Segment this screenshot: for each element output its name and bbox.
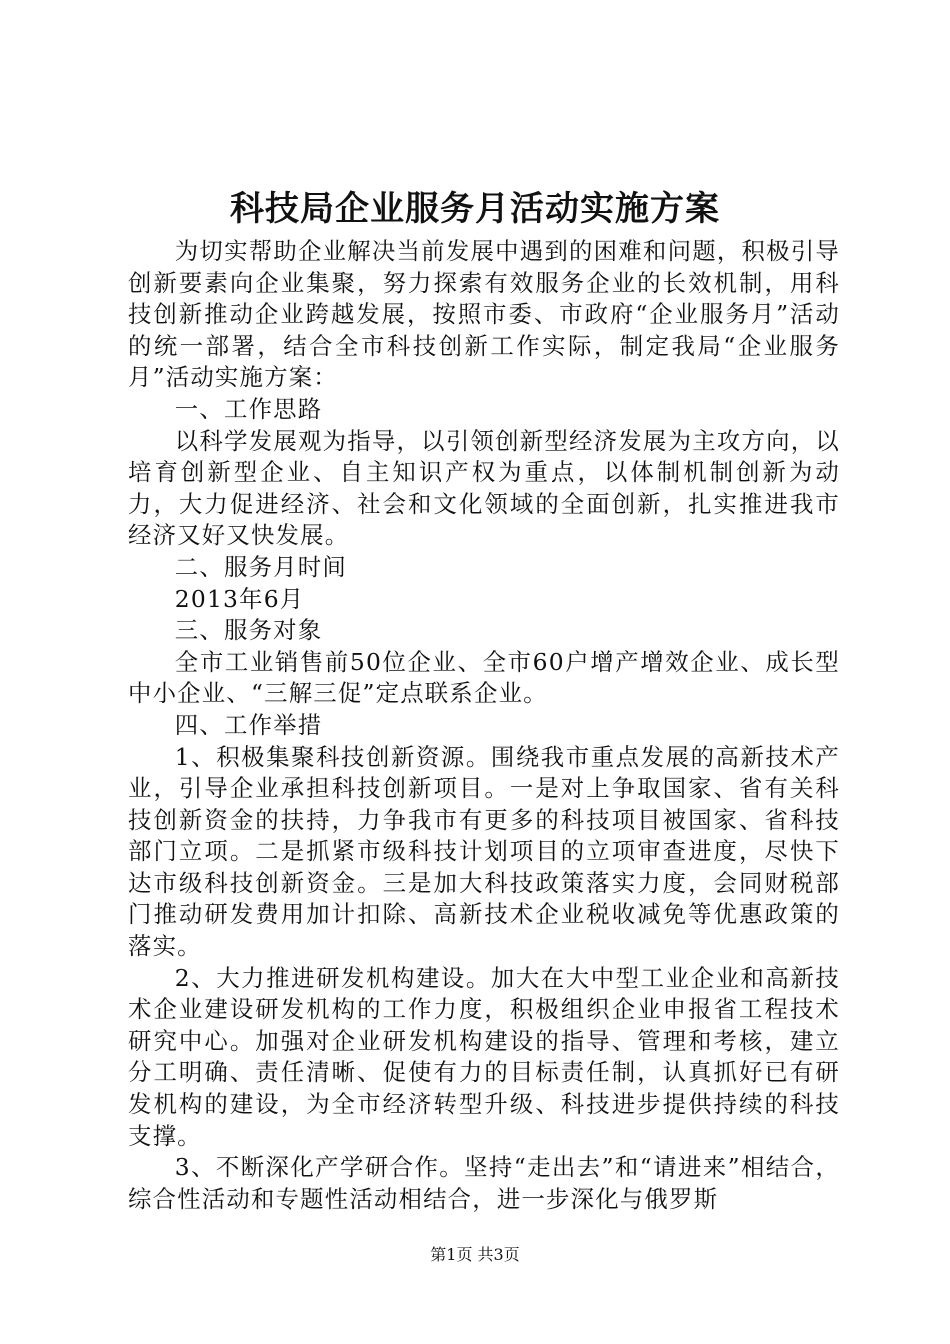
paragraph-intro: 为切实帮助企业解决当前发展中遇到的困难和问题，积极引导创新要素向企业集聚，努力探索有效服务企业的长效机制，用科技创新推动企业跨越发展，按照市委、市政府“企业服务月”活动的统一部署，结合全市科技创新工作实际，制定我局“企业服务月”活动实施方案：	[128, 237, 840, 392]
paragraph-service-month-time: 2013年6月	[174, 584, 305, 613]
section-heading-3: 三、服务对象	[174, 616, 323, 645]
section-heading-2: 二、服务月时间	[174, 552, 347, 581]
page-number-footer: 第1页 共3页	[430, 1245, 520, 1264]
paragraph-service-targets: 全市工业销售前50位企业、全市60户增产增效企业、成长型中小企业、“三解三促”定点联系企业。	[128, 647, 840, 708]
paragraph-work-approach: 以科学发展观为指导，以引领创新型经济发展为主攻方向，以培育创新型企业、自主知识产权为重点，以体制机制创新为动力，大力促进经济、社会和文化领域的全面创新，扎实推进我市经济又好又快发展。	[128, 426, 840, 550]
section-heading-1: 一、工作思路	[174, 394, 323, 423]
paragraph-measure-1: 1、积极集聚科技创新资源。围绕我市重点发展的高新技术产业，引导企业承担科技创新项目。一是对上争取国家、省有关科技创新资金的扶持，力争我市有更多的科技项目被国家、省科技部门立项。二是抓紧市级科技计划项目的立项审查进度，尽快下达市级科技创新资金。三是加大科技政策落实力度，会同财税部门推动研发费用加计扣除、高新技术企业税收减免等优惠政策的落实。	[128, 742, 840, 961]
section-heading-4: 四、工作举措	[174, 710, 323, 739]
paragraph-measure-2: 2、大力推进研发机构建设。加大在大中型工业企业和高新技术企业建设研发机构的工作力度，积极组织企业申报省工程技术研究中心。加强对企业研发机构建设的指导、管理和考核，建立分工明确、责任清晰、促使有力的目标责任制，认真抓好已有研发机构的建设，为全市经济转型升级、科技进步提供持续的科技支撑。	[128, 963, 840, 1150]
document-title: 科技局企业服务月活动实施方案	[230, 189, 720, 229]
document-body	[128, 236, 840, 1215]
paragraph-measure-3: 3、不断深化产学研合作。坚持“走出去”和“请进来”相结合，综合性活动和专题性活动相结合，进一步深化与俄罗斯	[128, 1153, 840, 1213]
